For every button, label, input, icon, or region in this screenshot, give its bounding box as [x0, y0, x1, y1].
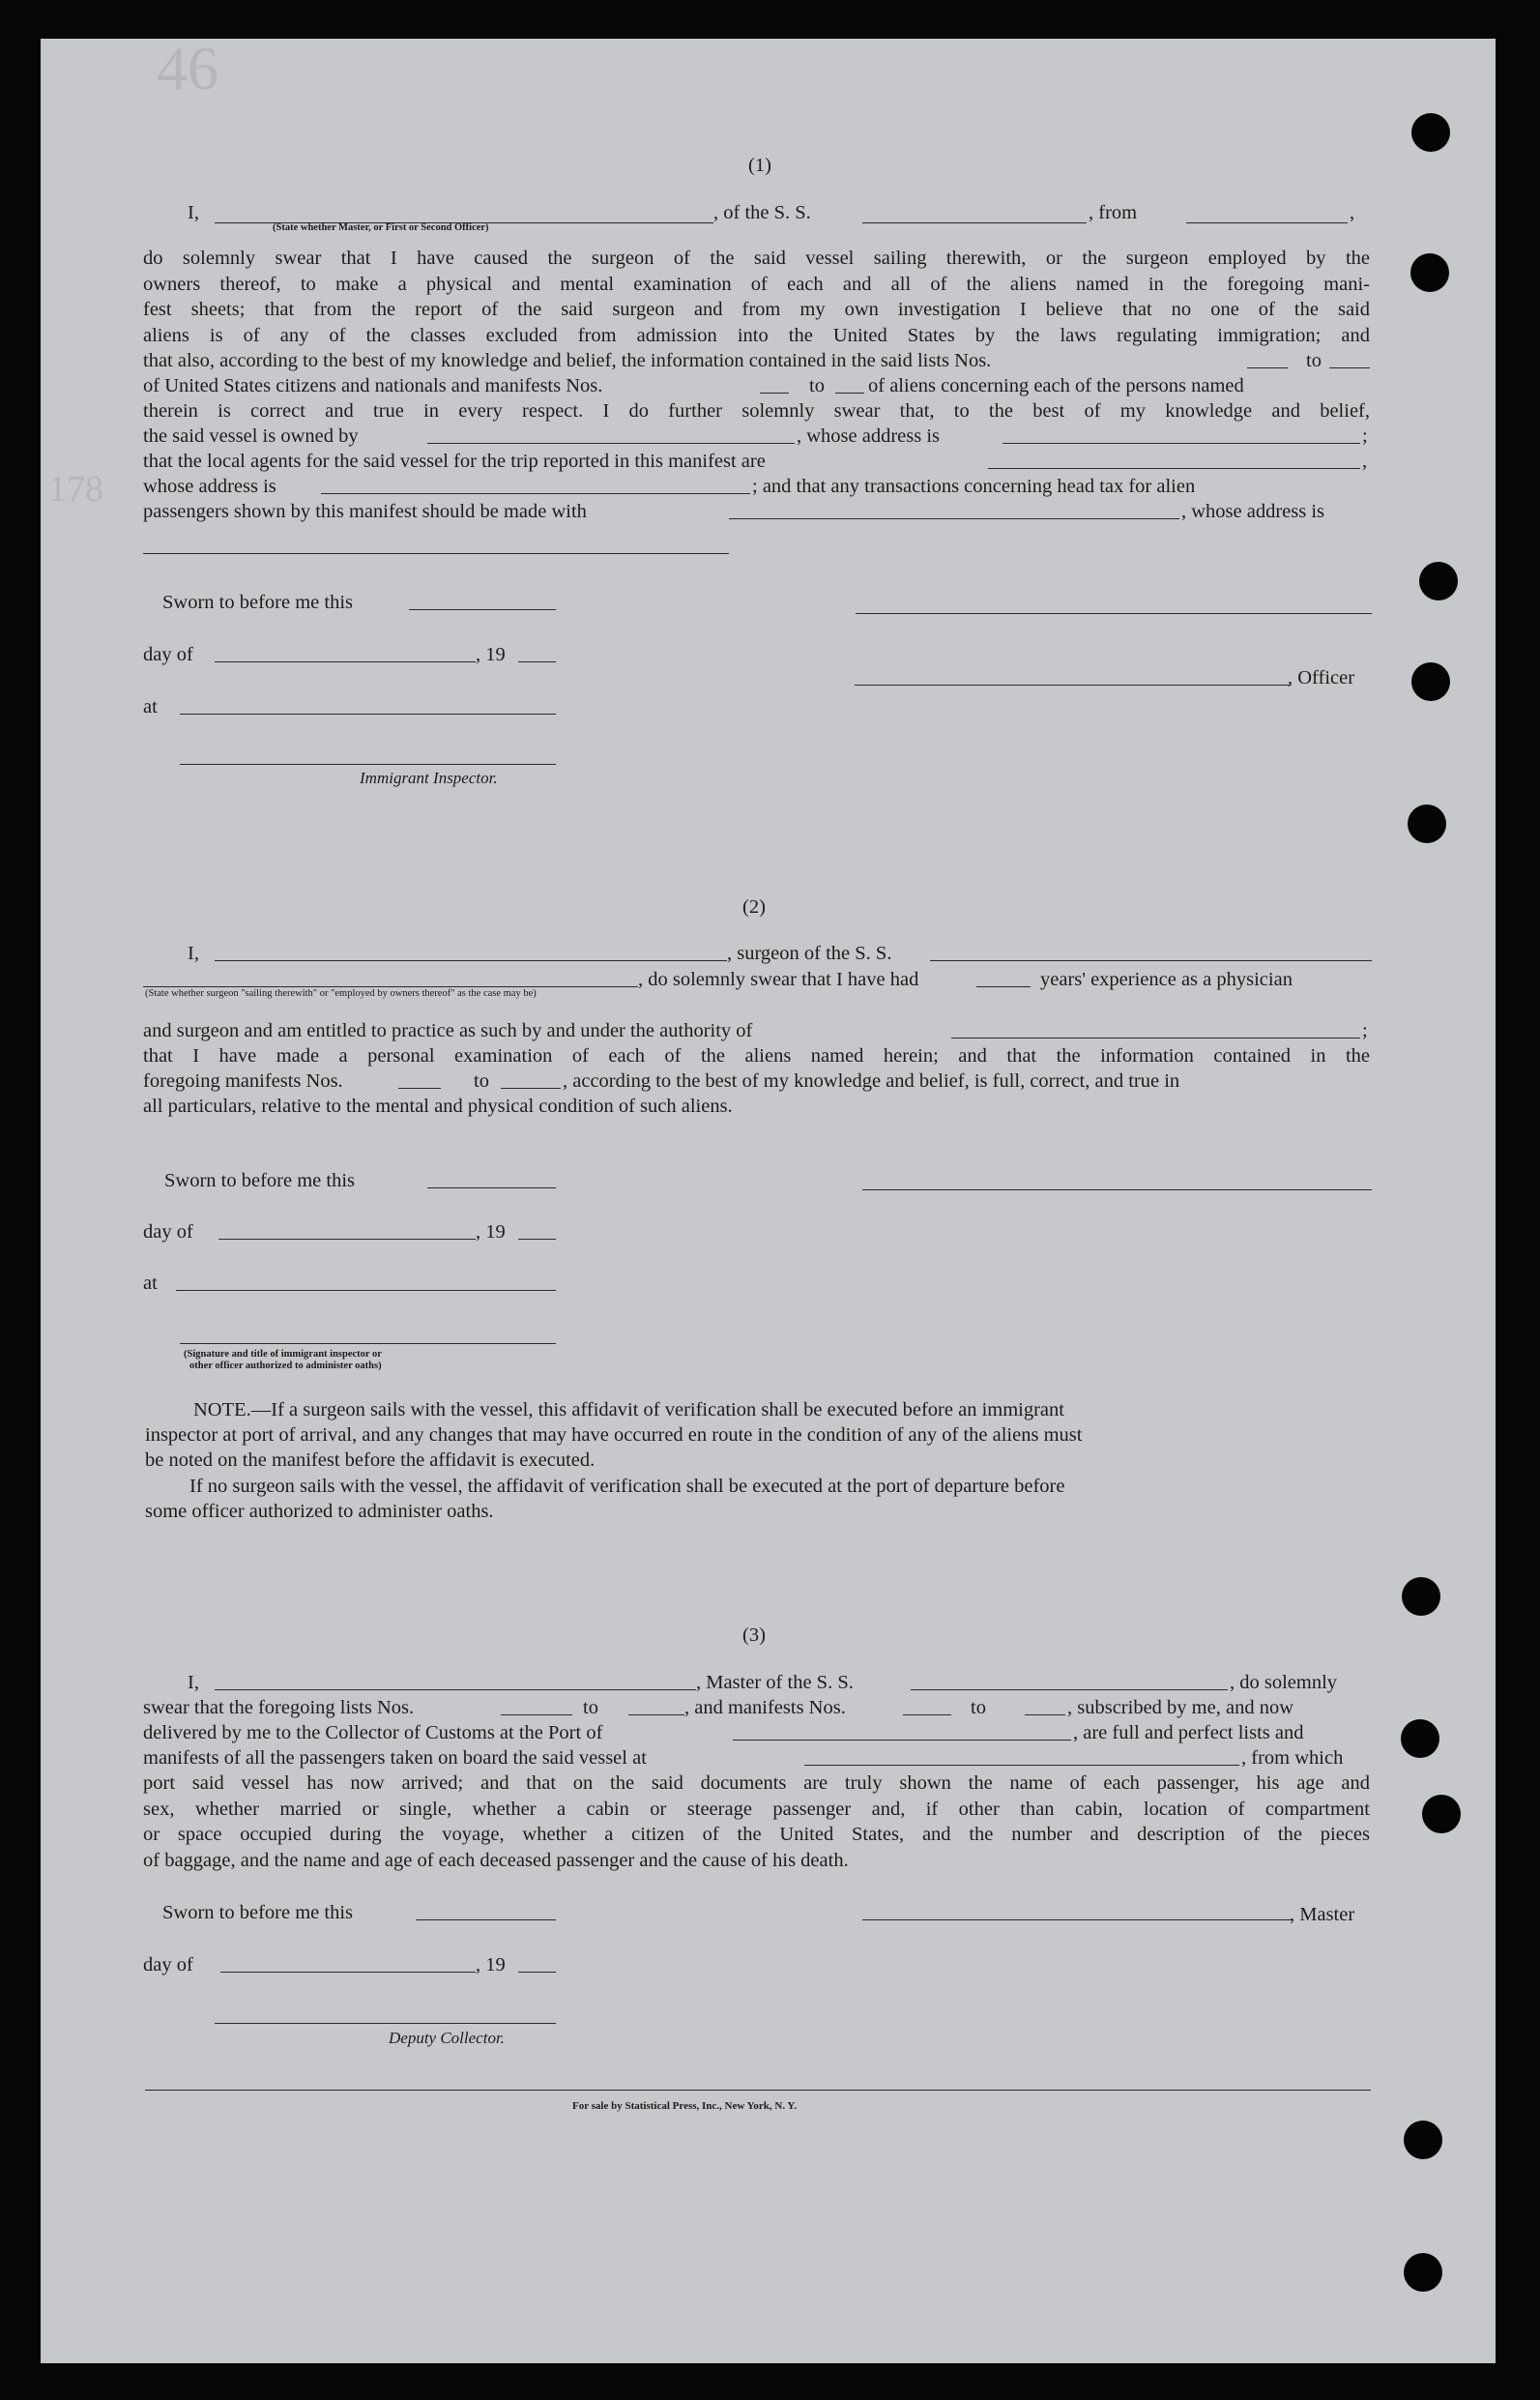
- punch-hole: [1404, 2121, 1442, 2159]
- officer-signature-blank[interactable]: [856, 613, 1372, 614]
- punch-hole: [1402, 1577, 1440, 1616]
- official-signature-blank[interactable]: [180, 1343, 556, 1344]
- vessel-label: , of the S. S.: [713, 202, 811, 223]
- month-blank[interactable]: [218, 1239, 476, 1240]
- body-line: of baggage, and the name and age of each deceased passenger and the cause of his death.: [143, 1849, 849, 1871]
- officer-label: , Officer: [1288, 667, 1355, 688]
- inspector-caption: Immigrant Inspector.: [360, 769, 498, 787]
- punch-hole: [1408, 805, 1446, 843]
- lists-from-blank[interactable]: [1247, 367, 1288, 368]
- body-line: port said vessel has now arrived; and that on the said documents are truly shown the name of each passenger, his age and: [143, 1772, 1370, 1794]
- vessel-name-blank[interactable]: [862, 222, 1087, 223]
- section-2-heading: (2): [742, 896, 766, 918]
- section-1-body-7: [143, 398, 1370, 424]
- inspector-signature-blank[interactable]: [180, 764, 556, 765]
- master-label: , Master: [1290, 1904, 1355, 1925]
- place-blank[interactable]: [176, 1290, 556, 1291]
- manifests-to: to: [474, 1070, 489, 1092]
- head-tax-address-blank[interactable]: [143, 553, 729, 554]
- row1-end: ,: [1350, 202, 1355, 223]
- local-agents-label: that the local agents for the said vessel for the trip reported in this manifest are: [143, 451, 766, 472]
- officer-rank-note: (State whether Master, or First or Second Officer): [273, 222, 489, 233]
- bleed-through-number: 46: [157, 39, 218, 102]
- day-of-label: day of: [143, 644, 193, 665]
- body-line-6b: to: [809, 375, 825, 396]
- owner-address-label: , whose address is: [797, 425, 941, 447]
- from-label: , from: [1089, 202, 1138, 223]
- surgeon-status-blank[interactable]: [143, 986, 638, 987]
- sworn-date-blank[interactable]: [409, 609, 556, 610]
- punch-hole: [1422, 1795, 1461, 1833]
- punch-hole: [1411, 113, 1450, 152]
- experience-text-2: years' experience as a physician: [1040, 969, 1293, 990]
- head-tax-party-label: passengers shown by this manifest should be made with: [143, 501, 587, 522]
- section-1-heading: (1): [748, 155, 771, 176]
- row3-end: ;: [1362, 1020, 1368, 1041]
- master-vessel-blank[interactable]: [911, 1689, 1228, 1690]
- body-line-5b: to: [1306, 350, 1322, 371]
- boarding-port-blank[interactable]: [804, 1765, 1239, 1766]
- body-line: aliens is of any of the classes excluded from admission into the United States by the laws regulating immigration; and: [143, 324, 1370, 346]
- years-blank[interactable]: [976, 986, 1031, 987]
- manifests-to: to: [971, 1697, 986, 1718]
- officer-title-blank[interactable]: [855, 685, 1290, 686]
- lists-to: to: [583, 1697, 598, 1718]
- collector-text: delivered by me to the Collector of Customs at the Port of: [143, 1722, 603, 1743]
- boarding-text: manifests of all the passengers taken on board the said vessel at: [143, 1747, 647, 1769]
- note-line: inspector at port of arrival, and any changes that may have occurred en route in the condition of any of the aliens must: [145, 1424, 1083, 1446]
- punch-hole: [1410, 253, 1449, 292]
- particulars-text: all particulars, relative to the mental and physical condition of such aliens.: [143, 1096, 733, 1117]
- deputy-signature-blank[interactable]: [215, 2023, 556, 2024]
- head-tax-text: ; and that any transactions concerning head tax for alien: [752, 476, 1196, 497]
- manifests-text: foregoing manifests Nos.: [143, 1070, 343, 1092]
- manifests-from-blank[interactable]: [760, 393, 789, 394]
- master-lists-to-blank[interactable]: [628, 1714, 684, 1715]
- from-which-text: , from which: [1241, 1747, 1344, 1769]
- form-sheet: [41, 39, 1496, 2363]
- punch-hole: [1411, 662, 1450, 701]
- printer-imprint: For sale by Statistical Press, Inc., New York, N. Y.: [572, 2100, 798, 2112]
- day-of-label: day of: [143, 1221, 193, 1243]
- body-line: fest sheets; that from the report of the said surgeon and from my own investigation I believe that no one of the said: [143, 299, 1370, 320]
- sworn-date-blank[interactable]: [416, 1919, 556, 1920]
- surgeon-vessel-blank[interactable]: [930, 960, 1372, 961]
- section-2-body: [143, 1043, 1370, 1069]
- surgeon-signature-blank[interactable]: [862, 1189, 1372, 1190]
- master-signature-blank[interactable]: [862, 1919, 1292, 1920]
- surgeon-statement-prefix: I,: [188, 943, 199, 964]
- surgeon-vessel-label: , surgeon of the S. S.: [727, 943, 892, 964]
- master-manifests-to-blank[interactable]: [1025, 1714, 1065, 1715]
- row9-end: ,: [1362, 451, 1368, 472]
- authority-blank[interactable]: [951, 1038, 1360, 1039]
- body-line: sex, whether married or single, whether a cabin or steerage passenger and, if other than cabin, location of compartment: [143, 1798, 1370, 1820]
- head-tax-address-label: , whose address is: [1181, 501, 1325, 522]
- punch-hole: [1401, 1719, 1439, 1758]
- body-line: or space occupied during the voyage, whether a citizen of the United States, and the number and description of the pieces: [143, 1824, 1370, 1845]
- sworn-date-blank[interactable]: [427, 1187, 556, 1188]
- body-line: that I have made a personal examination of each of the aliens named herein; and that the information contained in the: [143, 1045, 1370, 1067]
- section-1-body: [143, 246, 1370, 348]
- surgeon-manifests-from-blank[interactable]: [398, 1088, 441, 1089]
- owner-label: the said vessel is owned by: [143, 425, 359, 447]
- year-blank[interactable]: [518, 1239, 556, 1240]
- signature-note-line: other officer authorized to administer oaths): [189, 1361, 382, 1371]
- year-blank[interactable]: [518, 1972, 556, 1973]
- sworn-label: Sworn to before me this: [162, 592, 353, 613]
- month-blank[interactable]: [220, 1972, 476, 1973]
- master-manifests-from-blank[interactable]: [903, 1714, 951, 1715]
- at-label: at: [143, 696, 158, 717]
- head-tax-party-blank[interactable]: [729, 518, 1179, 519]
- solemnly-text: , do solemnly: [1230, 1672, 1338, 1693]
- manifests-to-blank[interactable]: [835, 393, 864, 394]
- surgeon-status-note: (State whether surgeon "sailing therewith" or "employed by owners thereof" as the case may be): [145, 988, 537, 999]
- sworn-label: Sworn to before me this: [164, 1170, 355, 1191]
- sworn-label: Sworn to before me this: [162, 1902, 353, 1923]
- master-oath-prefix: I,: [188, 1672, 199, 1693]
- departure-port-blank[interactable]: [1186, 222, 1348, 223]
- note-line: If no surgeon sails with the vessel, the affidavit of verification shall be executed at the port of departure before: [189, 1476, 1065, 1497]
- at-label: at: [143, 1273, 158, 1294]
- master-statement-prefix: I,: [188, 202, 199, 223]
- punch-hole: [1404, 2253, 1442, 2292]
- agents-address-label: whose address is: [143, 476, 276, 497]
- note-line: NOTE.—If a surgeon sails with the vessel, this affidavit of verification shall be executed before an immigrant: [193, 1399, 1064, 1420]
- place-blank[interactable]: [180, 714, 556, 715]
- section-3-body: [143, 1771, 1370, 1873]
- surgeon-name-blank[interactable]: [215, 960, 727, 961]
- master-vessel-label: , Master of the S. S.: [696, 1672, 854, 1693]
- perfect-lists-text: , are full and perfect lists and: [1073, 1722, 1304, 1743]
- body-line-6c: of aliens concerning each of the persons named: [868, 375, 1244, 396]
- owner-name-blank[interactable]: [427, 443, 795, 444]
- agents-address-blank[interactable]: [321, 493, 750, 494]
- note-line: some officer authorized to administer oaths.: [145, 1501, 494, 1522]
- section-3-heading: (3): [742, 1624, 766, 1646]
- deputy-caption: Deputy Collector.: [389, 2029, 505, 2047]
- manifests-text-2: , according to the best of my knowledge and belief, is full, correct, and true in: [563, 1070, 1180, 1092]
- master-lists-from-blank[interactable]: [501, 1714, 572, 1715]
- experience-text: , do solemnly swear that I have had: [638, 969, 919, 990]
- surgeon-manifests-to-blank[interactable]: [501, 1088, 561, 1089]
- subscribed-text: , subscribed by me, and now: [1067, 1697, 1293, 1718]
- day-of-label: day of: [143, 1954, 193, 1976]
- body-line: owners thereof, to make a physical and mental examination of each and all of the aliens named in the foregoing mani-: [143, 273, 1370, 295]
- year-blank[interactable]: [518, 661, 556, 662]
- master-name-blank[interactable]: [215, 1689, 696, 1690]
- year-label: , 19: [476, 1221, 506, 1243]
- body-line: therein is correct and true in every respect. I do further solemnly swear that, to the best of my knowledge and belief,: [143, 400, 1370, 422]
- local-agents-blank[interactable]: [988, 468, 1360, 469]
- body-line-6a: of United States citizens and nationals and manifests Nos.: [143, 375, 603, 396]
- punch-hole: [1419, 562, 1458, 600]
- body-line: do solemnly swear that I have caused the surgeon of the said vessel sailing therewith, or the surgeon employed by the: [143, 248, 1370, 269]
- bleed-through-margin-number: 178: [48, 469, 103, 510]
- month-blank[interactable]: [215, 661, 476, 662]
- row8-end: ;: [1362, 425, 1368, 447]
- manifests-label: , and manifests Nos.: [684, 1697, 846, 1718]
- body-line-5a: that also, according to the best of my knowledge and belief, the information contained in the said lists Nos.: [143, 350, 992, 371]
- signature-note-line: (Signature and title of immigrant inspector or: [184, 1349, 382, 1360]
- owner-address-blank[interactable]: [1002, 443, 1360, 444]
- port-blank[interactable]: [733, 1740, 1071, 1741]
- note-line: be noted on the manifest before the affidavit is executed.: [145, 1449, 596, 1471]
- authority-text: and surgeon and am entitled to practice as such by and under the authority of: [143, 1020, 753, 1041]
- year-label: , 19: [476, 644, 506, 665]
- lists-to-blank[interactable]: [1329, 367, 1370, 368]
- year-label: , 19: [476, 1954, 506, 1976]
- lists-text: swear that the foregoing lists Nos.: [143, 1697, 415, 1718]
- footer-rule: [145, 2090, 1371, 2091]
